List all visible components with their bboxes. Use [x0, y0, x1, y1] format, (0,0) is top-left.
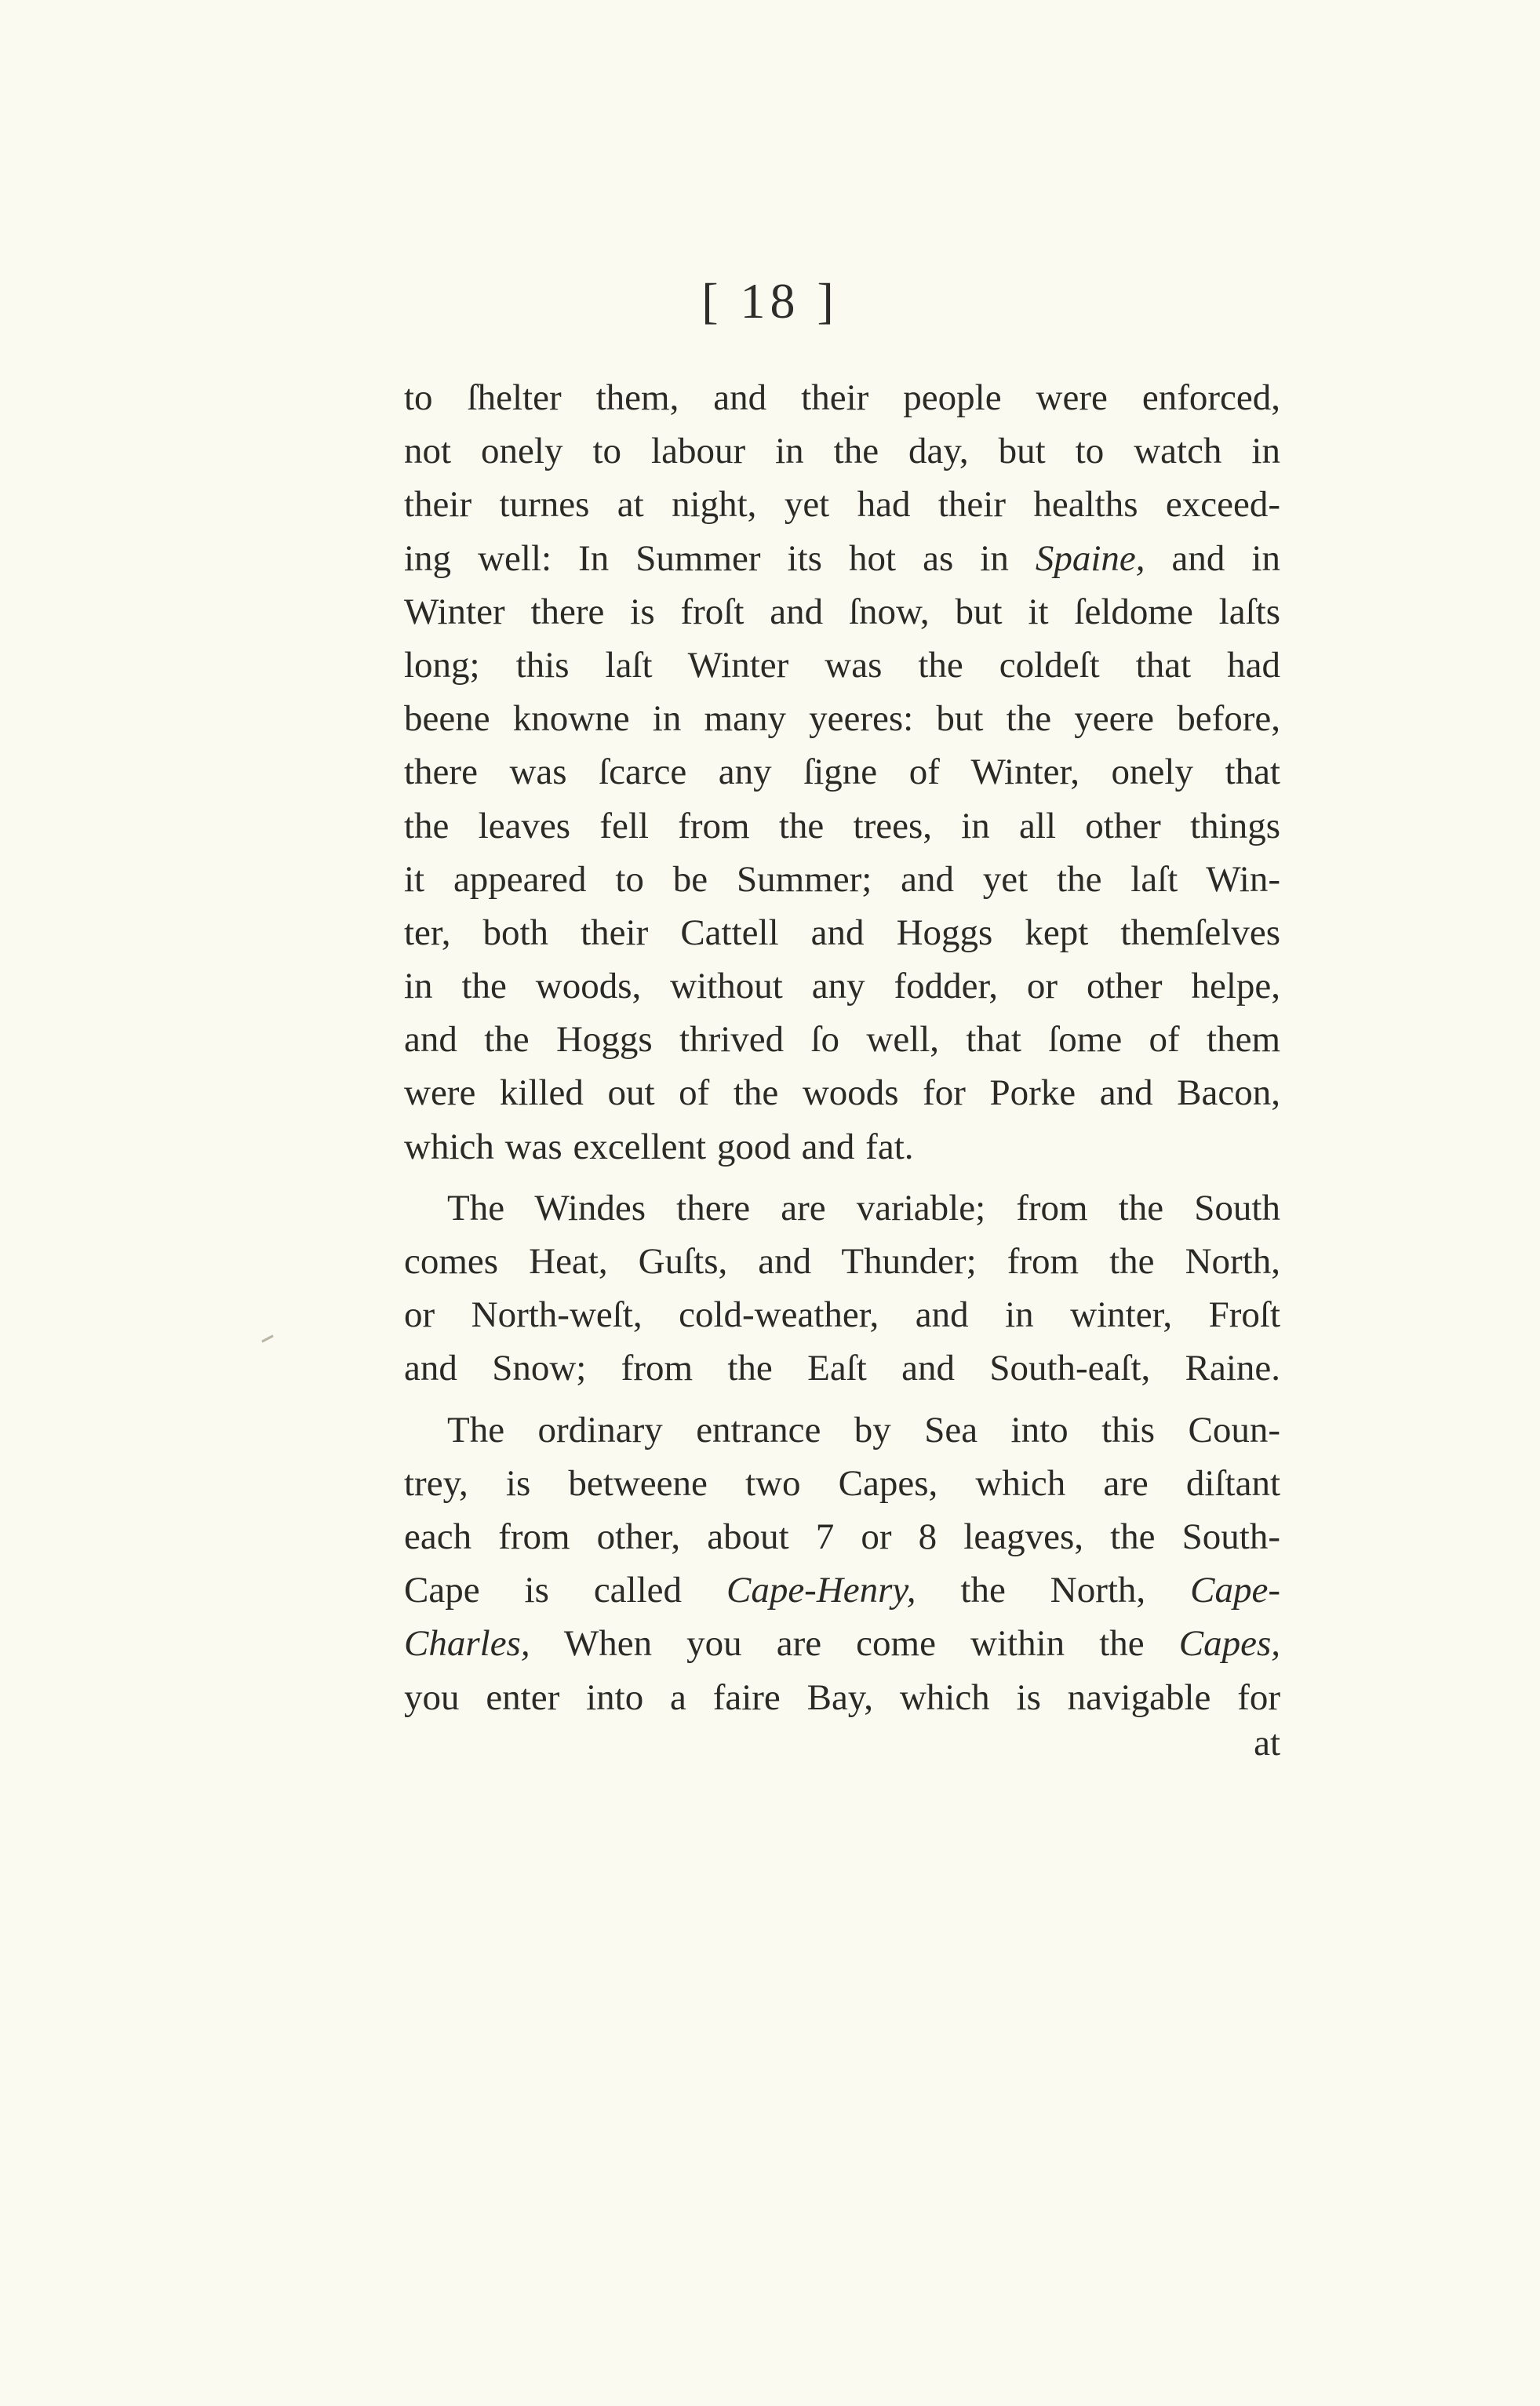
text-line: The ordinary entrance by Sea into this Coun- — [447, 1409, 1280, 1451]
text-line: you enter into a faire Bay, which is navigable for — [404, 1676, 1280, 1718]
text-line: each from other, about 7 or 8 leagves, the South- — [404, 1516, 1280, 1557]
italic-place-name: Capes, — [1178, 1623, 1280, 1665]
text-line: The Windes there are variable; from the South — [447, 1187, 1280, 1228]
paper-blemish — [261, 1334, 274, 1342]
text-line: it appeared to be Summer; and yet the laſt Win- — [404, 858, 1280, 900]
italic-place-name: Cape- — [1190, 1570, 1280, 1611]
text-segment: the North, — [916, 1570, 1191, 1611]
text-line: their turnes at night, yet had their healths exceed- — [404, 484, 1280, 526]
text-line: there was ſcarce any ſigne of Winter, onely that — [404, 752, 1280, 793]
italic-place-name: Spaine, — [1035, 537, 1145, 579]
text-line: long; this laſt Winter was the coldeſt that had — [404, 644, 1280, 686]
text-line: not onely to labour in the day, but to watch in — [404, 431, 1280, 472]
catchword: at — [1254, 1723, 1280, 1764]
text-segment: and in — [1145, 537, 1280, 579]
text-line: the leaves fell from the trees, in all other things — [404, 805, 1280, 846]
text-line: and the Hoggs thrived ſo well, that ſome of them — [404, 1019, 1280, 1061]
page-number: [ 18 ] — [701, 273, 839, 329]
text-line: or North-weſt, cold-weather, and in winter, Froſt — [404, 1294, 1280, 1336]
text-segment: ing well: In Summer its hot as in — [404, 537, 1036, 579]
text-segment: When you are come within the — [530, 1623, 1179, 1665]
text-line: which was excellent good and fat. — [404, 1126, 914, 1167]
body-text — [404, 371, 1280, 1724]
text-line: comes Heat, Guſts, and Thunder; from the North, — [404, 1241, 1280, 1282]
italic-place-name: Cape-Henry, — [726, 1570, 916, 1611]
text-line — [404, 532, 1280, 585]
text-line: to ſhelter them, and their people were enforced, — [404, 377, 1280, 418]
text-line: trey, is betweene two Capes, which are diſtant — [404, 1462, 1280, 1504]
text-line: beene knowne in many yeeres: but the yeere before, — [404, 698, 1280, 740]
italic-place-name: Charles, — [404, 1623, 530, 1665]
text-line: were killed out of the woods for Porke and Bacon, — [404, 1072, 1280, 1114]
text-line: Winter there is froſt and ſnow, but it ſeldome laſts — [404, 591, 1280, 632]
text-segment: Cape is called — [404, 1570, 726, 1611]
text-line — [404, 1563, 1280, 1617]
text-line: and Snow; from the Eaſt and South-eaſt, Raine. — [404, 1348, 1280, 1389]
text-line: in the woods, without any fodder, or other helpe, — [404, 966, 1280, 1007]
text-line: ter, both their Cattell and Hoggs kept themſelves — [404, 912, 1280, 953]
text-line — [404, 1617, 1280, 1670]
